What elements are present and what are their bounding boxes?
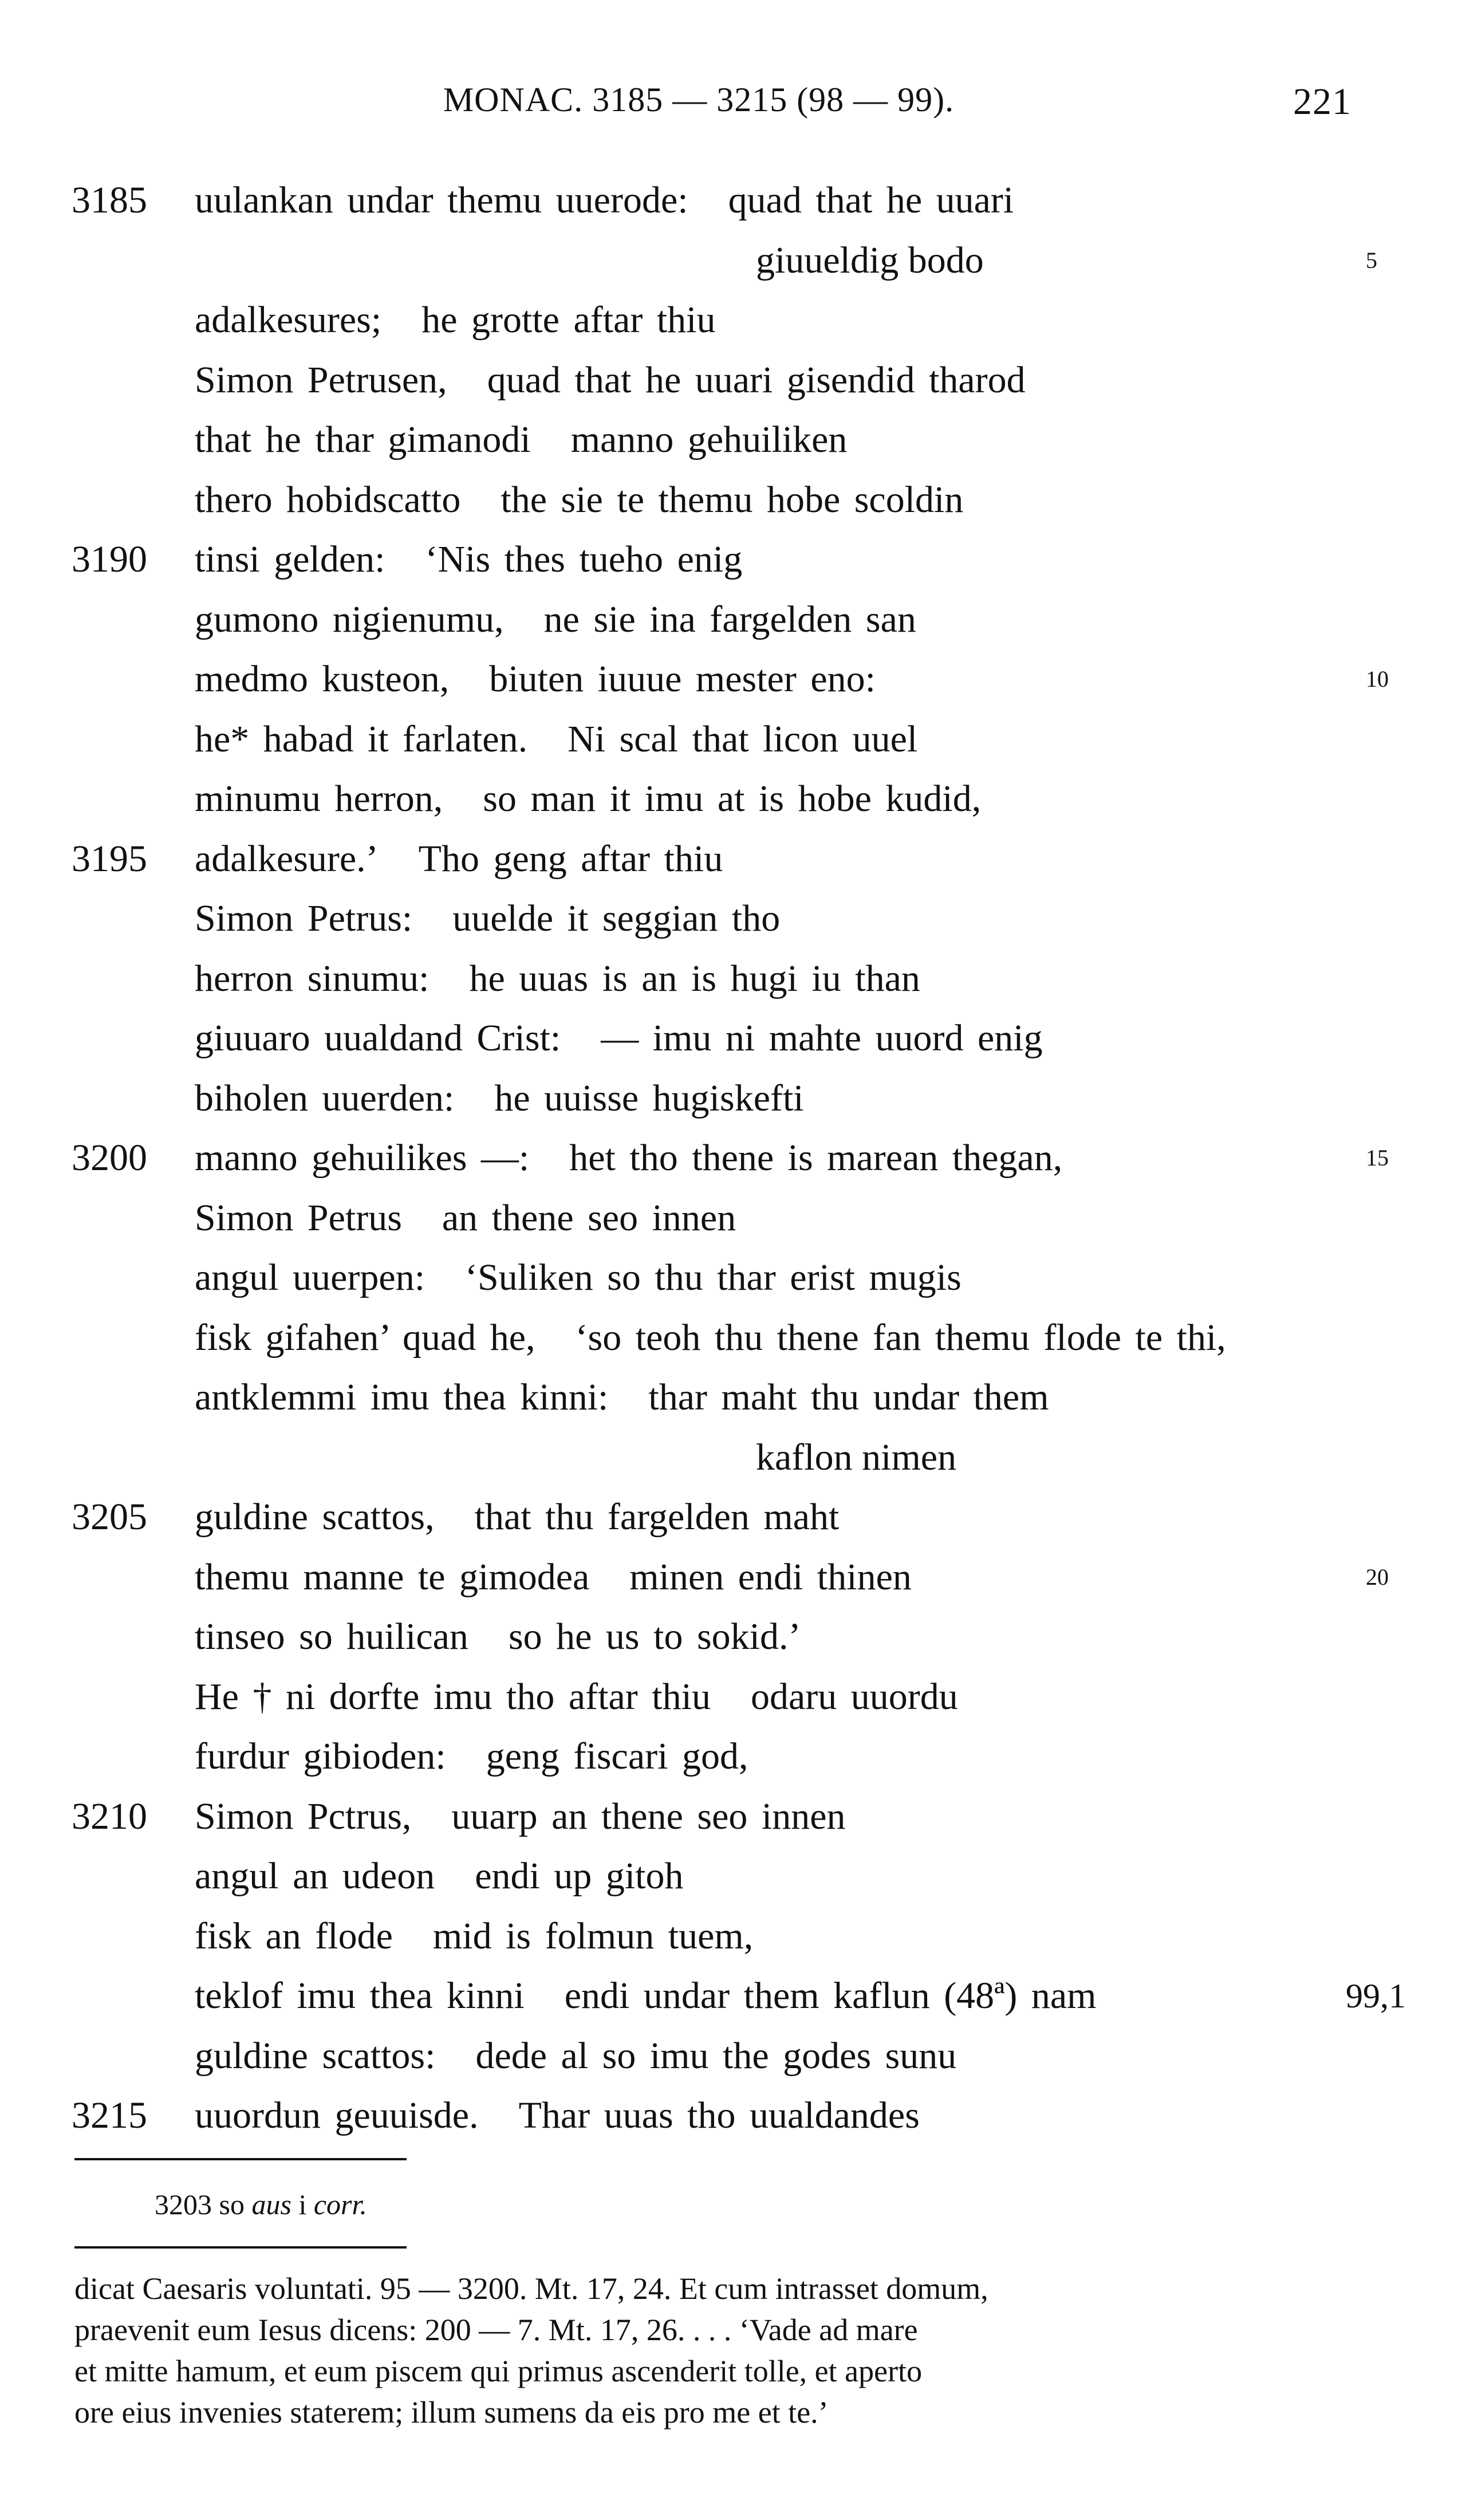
verse-line — [0, 352, 1466, 409]
verse-second-half: endi undar them kaflun (48ª) nam — [564, 1975, 1097, 2017]
line-number: 3215 — [72, 2094, 147, 2136]
verse-line — [0, 1429, 1466, 1486]
verse-second-half: quad that he uuari gisendid tharod — [487, 359, 1026, 401]
verse-first-half: minumu herron, — [195, 778, 443, 820]
verse-text-line — [195, 1549, 912, 1606]
verse-line — [0, 651, 1466, 708]
footnote-line: et mitte hamum, et eum piscem qui primus ascenderit tolle, et aperto — [74, 2354, 923, 2388]
verse-second-half: minen endi thinen — [629, 1556, 912, 1598]
verse-second-half: an thene seo innen — [442, 1196, 736, 1239]
verse-first-half: Simon Petrusen, — [195, 359, 447, 401]
verse-first-half: fisk gifahen’ quad he, — [195, 1316, 535, 1359]
line-number: 3185 — [72, 179, 147, 221]
line-number: 3195 — [72, 837, 147, 880]
verse-second-half: he uuisse hugiskefti — [494, 1077, 804, 1119]
verse-line — [0, 1549, 1466, 1606]
verse-text-line — [195, 770, 981, 828]
verse-text-line — [195, 411, 847, 468]
verse-text-line — [195, 950, 920, 1007]
verse-first-half: adalkesure.’ — [195, 837, 379, 880]
verse-first-half: manno gehuilikes —: — [195, 1137, 530, 1179]
verse-line — [0, 830, 1466, 888]
verse-second-half: thar maht thu undar them — [648, 1376, 1049, 1418]
verse-line — [0, 890, 1466, 947]
verse-second-half: — imu ni mahte uuord enig — [601, 1017, 1043, 1059]
critical-apparatus — [155, 2188, 367, 2221]
verse-text-line — [195, 172, 1014, 229]
verse-text-line — [195, 2027, 956, 2085]
verse-text-line — [195, 1967, 1097, 2025]
verse-line — [0, 711, 1466, 768]
verse-second-half: he grotte aftar thiu — [421, 299, 716, 341]
verse-second-half: manno gehuiliken — [570, 419, 848, 460]
verse-text-line — [195, 531, 742, 588]
verse-line — [0, 292, 1466, 349]
verse-text-line — [195, 1309, 1226, 1367]
verse-text-line — [195, 2087, 920, 2144]
divider-rule-2 — [74, 2246, 407, 2249]
verse-second-half: Tho geng aftar thiu — [418, 837, 723, 880]
verse-text-line — [195, 1369, 1049, 1426]
verse-text-line — [195, 471, 963, 529]
apparatus-corr: corr. — [313, 2188, 367, 2220]
footnote-sources — [74, 2268, 1369, 2433]
verse-text-line — [195, 1249, 961, 1306]
line-number: 3210 — [72, 1795, 147, 1837]
verse-text-line — [195, 1070, 804, 1127]
verse-line — [0, 1309, 1466, 1367]
verse-first-half: fisk an flode — [195, 1915, 393, 1957]
verse-second-half: so man it imu at is hobe kudid, — [483, 778, 982, 820]
verse-line — [0, 2087, 1466, 2144]
verse-second-half: geng fiscari god, — [486, 1735, 748, 1777]
verse-first-half: tinsi gelden: — [195, 538, 385, 580]
verse-second-half: ‘so teoh thu thene fan themu flode te thi, — [575, 1316, 1226, 1359]
verse-line — [0, 1728, 1466, 1785]
verse-line — [0, 770, 1466, 828]
verse-first-half: Simon Petrus — [195, 1196, 402, 1239]
margin-reference: 5 — [1366, 247, 1377, 273]
verse-line — [0, 1369, 1466, 1426]
verse-second-half: that thu fargelden maht — [474, 1496, 840, 1538]
verse-second-half: uuarp an thene seo innen — [451, 1795, 846, 1837]
verse-first-half: furdur gibioden: — [195, 1735, 446, 1777]
verse-line — [0, 1788, 1466, 1845]
verse-second-half: the sie te themu hobe scoldin — [501, 478, 964, 521]
verse-text-line — [195, 1489, 839, 1546]
verse-second-half: Ni scal that licon uuel — [568, 718, 918, 760]
margin-reference: 20 — [1366, 1564, 1389, 1590]
verse-line — [0, 1129, 1466, 1187]
verse-first-half: antklemmi imu thea kinni: — [195, 1376, 609, 1418]
verse-first-half: adalkesures; — [195, 299, 382, 341]
verse-first-half: biholen uuerden: — [195, 1077, 455, 1119]
page-number: 221 — [1293, 81, 1351, 123]
apparatus-letter: i — [298, 2188, 307, 2220]
verse-line — [0, 1010, 1466, 1067]
verse-line — [0, 2027, 1466, 2085]
verse-first-half: Simon Pctrus, — [195, 1795, 412, 1837]
verse-line — [0, 531, 1466, 588]
verse-line — [0, 1070, 1466, 1127]
verse-second-half: ‘Nis thes tueho enig — [425, 538, 743, 580]
verse-second-half: Thar uuas tho uualdandes — [518, 2094, 920, 2136]
verse-line — [0, 232, 1466, 289]
verse-second-half: ‘Suliken so thu thar erist mugis — [465, 1257, 961, 1298]
verse-first-half: uuordun geuuisde. — [195, 2094, 479, 2136]
verse-first-half: gumono nigienumu, — [195, 598, 504, 640]
verse-first-half: He † ni dorfte imu tho aftar thiu — [195, 1675, 711, 1718]
verse-line — [0, 1908, 1466, 1965]
verse-first-half: Simon Petrus: — [195, 897, 413, 939]
verse-text-line — [195, 651, 876, 708]
verse-line — [0, 471, 1466, 529]
verse-second-half: odaru uuordu — [750, 1675, 958, 1718]
verse-line — [0, 1489, 1466, 1546]
verse-first-half: uulankan undar themu uuerode: — [195, 179, 688, 221]
margin-reference: 99,1 — [1346, 1977, 1406, 2015]
verse-second-half: het tho thene is marean thegan, — [569, 1137, 1063, 1179]
verse-line — [0, 172, 1466, 229]
apparatus-word: so — [219, 2188, 245, 2220]
footnote-line: ore eius invenies staterem; illum sumens da eis pro me et te.’ — [74, 2395, 829, 2430]
verse-first-half: medmo kusteon, — [195, 658, 450, 700]
footnote-line: praevenit eum Iesus dicens: 200 — 7. Mt. 17, 26. . . . ‘Vade ad mare — [74, 2313, 918, 2347]
verse-text-line — [195, 1908, 753, 1965]
verse-second-half: endi up gitoh — [475, 1855, 684, 1897]
verse-text-line — [195, 1129, 1062, 1187]
running-title: MONAC. 3185 — 3215 (98 — 99). — [443, 81, 955, 119]
verse-second-half: ne sie ina fargelden san — [543, 598, 916, 640]
verse-text-line — [195, 1668, 958, 1726]
verse-text-line — [195, 1190, 736, 1247]
verse-first-half: tinseo so huilican — [195, 1616, 468, 1657]
verse-line — [0, 591, 1466, 648]
verse-second-half: dede al so imu the godes sunu — [475, 2034, 957, 2077]
apparatus-line-number: 3203 — [155, 2188, 212, 2220]
verse-first-half: angul uuerpen: — [195, 1257, 425, 1298]
line-number: 3205 — [72, 1496, 147, 1538]
divider-rule-1 — [74, 2158, 407, 2160]
verse-first-half: he* habad it farlaten. — [195, 718, 528, 760]
verse-text-line — [195, 1608, 801, 1665]
verse-text-line — [195, 1728, 748, 1785]
margin-reference: 10 — [1366, 666, 1389, 692]
verse-second-half: he uuas is an is hugi iu than — [469, 957, 920, 999]
verse-continuation: kaflon nimen — [756, 1436, 957, 1478]
verse-text-line — [195, 292, 716, 349]
verse-line — [0, 1668, 1466, 1726]
verse-second-half: uuelde it seggian tho — [452, 897, 781, 939]
verse-first-half: giuuaro uualdand Crist: — [195, 1017, 561, 1059]
verse-second-half: quad that he uuari — [728, 179, 1014, 221]
verse-line — [0, 1848, 1466, 1905]
verse-text-line — [195, 352, 1026, 409]
line-number: 3200 — [72, 1137, 147, 1179]
verse-text-line — [195, 1010, 1043, 1067]
verse-line — [0, 411, 1466, 468]
verse-first-half: teklof imu thea kinni — [195, 1975, 525, 2017]
verse-line — [0, 1967, 1466, 2025]
verse-first-half: themu manne te gimodea — [195, 1556, 590, 1598]
verse-text-line — [195, 1788, 846, 1845]
verse-text-line — [195, 1848, 684, 1905]
verse-text-line — [195, 711, 917, 768]
verse-line — [0, 1190, 1466, 1247]
verse-text-line — [195, 890, 780, 947]
verse-continuation: giuueldig bodo — [756, 239, 984, 281]
verse-second-half: mid is folmun tuem, — [432, 1915, 754, 1957]
verse-first-half: thero hobidscatto — [195, 478, 461, 521]
apparatus-aus: aus — [251, 2188, 291, 2220]
verse-first-half: that he thar gimanodi — [195, 419, 531, 460]
verse-line — [0, 950, 1466, 1007]
verse-first-half: guldine scattos, — [195, 1496, 435, 1538]
footnote-line: dicat Caesaris voluntati. 95 — 3200. Mt. 17, 24. Et cum intrasset domum, — [74, 2271, 988, 2306]
verse-first-half: guldine scattos: — [195, 2034, 436, 2077]
verse-second-half: biuten iuuue mester eno: — [489, 658, 876, 700]
verse-first-half: angul an udeon — [195, 1855, 435, 1897]
verse-line — [0, 1608, 1466, 1665]
verse-text-line — [195, 830, 723, 888]
line-number: 3190 — [72, 538, 147, 580]
margin-reference: 15 — [1366, 1145, 1389, 1171]
verse-text-line — [195, 591, 916, 648]
verse-line — [0, 1249, 1466, 1306]
verse-second-half: so he us to sokid.’ — [508, 1616, 801, 1657]
verse-first-half: herron sinumu: — [195, 957, 429, 999]
